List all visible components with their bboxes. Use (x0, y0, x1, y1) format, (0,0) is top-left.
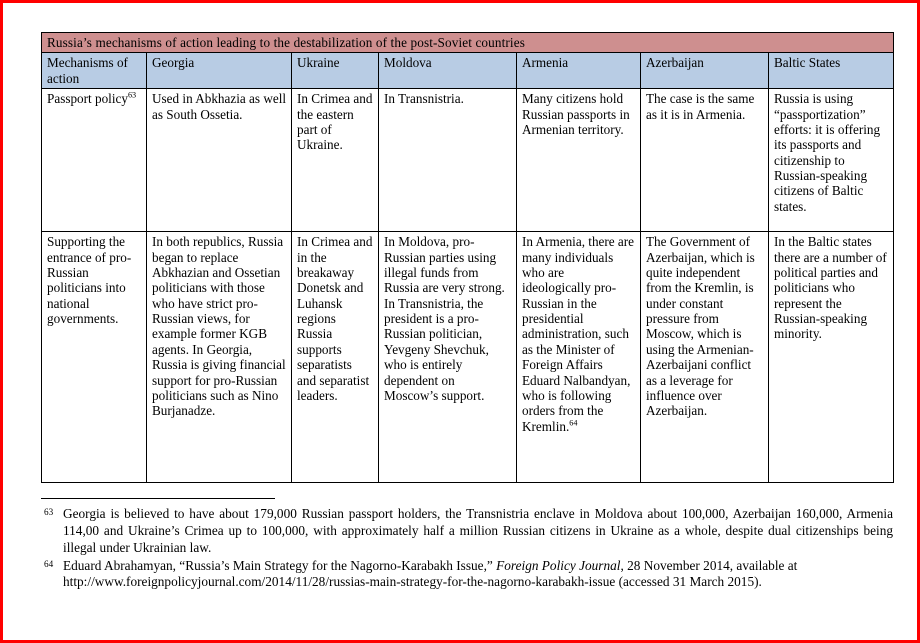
footnote-64-url: http://www.foreignpolicyjournal.com/2014/11/28/russias-main-strategy-for-the-nagorno-karabakh-issue (accessed 31 March 2015). (63, 574, 762, 590)
footnote-63-text: Georgia is believed to have about 179,000 Russian passport holders, the Transnistria enclave in Moldova about 100,000, Azerbaijan 160,000, Armenia 114,00 and Ukraine’s Crimea up to 100,000, with approximately half a million Russian citizens in Ukraine as a whole, despite dual citizenships being illegal under Ukrainian law. (63, 506, 893, 555)
cell-mechanism-supporting-politicians: Supporting the entrance of pro-Russian politicians into national governments. (42, 232, 147, 483)
cell-georgia-politicians: In both republics, Russia began to replace Abkhazian and Ossetian politicians with those who have strict pro-Russian views, for example former KGB agents. In Georgia, Russia is giving financial support for pro-Russian politicians such as Nino Burjanadze. (147, 232, 292, 483)
table-header-row (42, 53, 894, 89)
cell-text: In Armenia, there are many individuals who are ideologically pro-Russian in the presidential administration, such as the Minister of Foreign Affairs Eduard Nalbandyan, who is following orders from the Kremlin. (522, 234, 635, 434)
table-row (42, 232, 894, 483)
table-title-row (42, 33, 894, 53)
cell-baltic-passport: Russia is using “passportization” efforts: it is offering its passports and citizenship to Russian-speaking citizens of Baltic states. (769, 89, 894, 232)
mechanisms-table (41, 32, 894, 483)
cell-georgia-passport: Used in Abkhazia as well as South Ossetia. (147, 89, 292, 232)
column-header-mechanisms-of-action: Mechanisms of action (42, 53, 147, 89)
column-header-ukraine: Ukraine (292, 53, 379, 89)
footnote-separator-rule (41, 498, 275, 499)
cell-armenia-politicians (517, 232, 641, 483)
footnotes-section (41, 498, 893, 591)
footnote-64-text (63, 558, 893, 592)
cell-ukraine-politicians: In Crimea and in the breakaway Donetsk and Luhansk regions Russia supports separatists and separatist leaders. (292, 232, 379, 483)
cell-text: Passport policy (47, 91, 128, 107)
cell-armenia-passport: Many citizens hold Russian passports in Armenian territory. (517, 89, 641, 232)
column-header-armenia: Armenia (517, 53, 641, 89)
footnote-64 (41, 558, 893, 592)
cell-mechanism-passport-policy (42, 89, 147, 232)
column-header-azerbaijan: Azerbaijan (641, 53, 769, 89)
footnote-64-text-after: , 28 November 2014, available at (620, 557, 798, 573)
table-row (42, 89, 894, 232)
document-content (41, 32, 893, 592)
footnote-64-number: 64 (44, 558, 54, 569)
cell-baltic-politicians: In the Baltic states there are a number of political parties and politicians who represent the Russian-speaking minority. (769, 232, 894, 483)
column-header-georgia: Georgia (147, 53, 292, 89)
footnote-63 (41, 506, 893, 556)
cell-ukraine-passport: In Crimea and the eastern part of Ukraine. (292, 89, 379, 232)
cell-azerbaijan-passport: The case is the same as it is in Armenia. (641, 89, 769, 232)
footnote-marker-64: 64 (569, 418, 578, 428)
footnote-64-journal-title: Foreign Policy Journal (496, 557, 621, 573)
cell-moldova-passport: In Transnistria. (379, 89, 517, 232)
column-header-baltic-states: Baltic States (769, 53, 894, 89)
footnote-64-text-before: Eduard Abrahamyan, “Russia’s Main Strategy for the Nagorno-Karabakh Issue,” (63, 557, 497, 573)
column-header-moldova: Moldova (379, 53, 517, 89)
cell-azerbaijan-politicians: The Government of Azerbaijan, which is quite independent from the Kremlin, is under constant pressure from Moscow, which is using the Armenian-Azerbaijani conflict as a leverage for influence over Azerbaijan. (641, 232, 769, 483)
footnote-63-number: 63 (44, 507, 54, 518)
table-title: Russia’s mechanisms of action leading to the destabilization of the post-Soviet countries (42, 33, 894, 53)
footnote-marker-63: 63 (127, 90, 137, 100)
cell-moldova-politicians: In Moldova, pro-Russian parties using illegal funds from Russia are very strong. In Transnistria, the president is a pro-Russian politician, Yevgeny Shevchuk, who is entirely dependent on Moscow’s support. (379, 232, 517, 483)
